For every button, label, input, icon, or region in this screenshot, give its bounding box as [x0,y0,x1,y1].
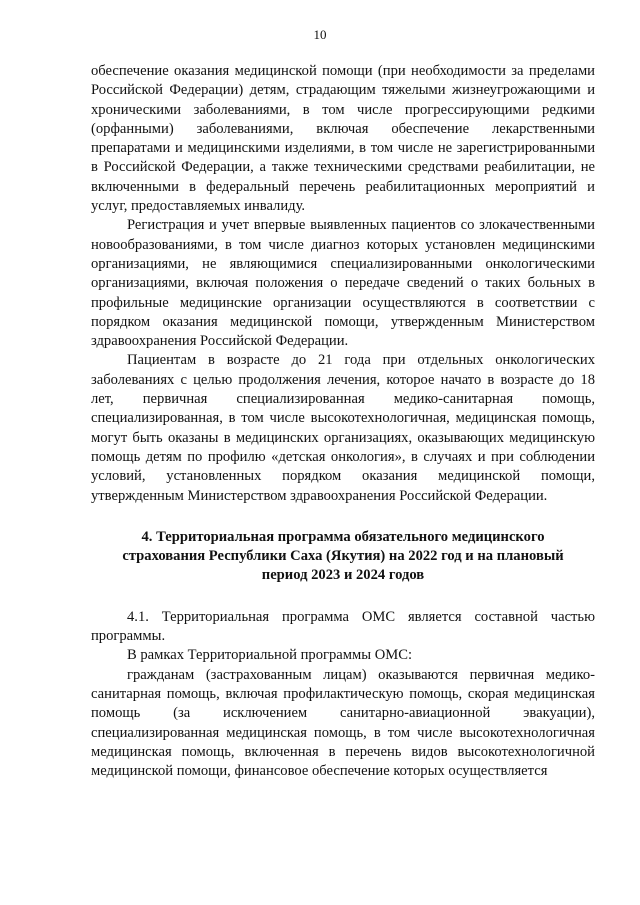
paragraph-citizens-care: гражданам (застрахованным лицам) оказываются первичная медико-санитарная помощь, включая профилактическую помощь, скорая медицинская помощь (за исключением санитарно-авиационной эвакуации), специализированная медицинская помощь, в том числе высокотехнологичная медицинская помощь, включенная в перечень видов высокотехнологичной медицинской помощи, финансовое обеспечение которых осуществляется [91,666,595,780]
page-number: 10 [313,27,327,42]
section-spacer [91,506,595,528]
section-spacer [91,586,595,608]
section-heading: 4. Территориальная программа обязательного медицинского страхования Республики Саха (Якутия) на 2022 год и на плановый период 2023 и 2024 годов [122,528,564,584]
paragraph-patients-under-21: Пациентам в возрасте до 21 года при отдельных онкологических заболеваниях с целью продолжения лечения, которое начато в возрасте до 18 лет, первичная специализированная медико-санитарная помощь, специализированная, в том числе высокотехнологичная, медицинская помощь, могут быть оказаны в медицинских организациях, оказывающих медицинскую помощь детям по профилю «детская онкология», в случаях и при соблюдении условий, установленных порядком оказания медицинской помощи, утвержденным Министерством здравоохранения Российской Федерации. [91,352,595,504]
paragraph-4-1: 4.1. Территориальная программа ОМС является составной частью программы. [91,608,595,645]
paragraph-continuation: обеспечение оказания медицинской помощи (при необходимости за пределами Российской Федерации) детям, страдающим тяжелыми жизнеугрожающими и хроническими заболеваниями, в том числе прогрессирующими редкими (орфанными) заболеваниями, включая обеспечение лекарственными препаратами и медицинскими изделиями, в том числе не зарегистрированными в Российской Федерации, а также техническими средствами реабилитации, не включенными в федеральный перечень реабилитационных мероприятий и услуг, предоставляемых инвалиду. [91,63,595,215]
paragraph-oms-scope: В рамках Территориальной программы ОМС: [127,647,413,664]
paragraph-registration: Регистрация и учет впервые выявленных пациентов со злокачественными новообразованиями, в том числе диагноз которых установлен медицинскими организациями, не являющимися специализированными онкологическими организациями, включая положения о передаче сведений о таких больных в профильные медицинские организации осуществляются в соответствии с порядком оказания медицинской помощи, утвержденным Министерством здравоохранения Российской Федерации. [91,217,595,350]
document-body [91,62,595,781]
